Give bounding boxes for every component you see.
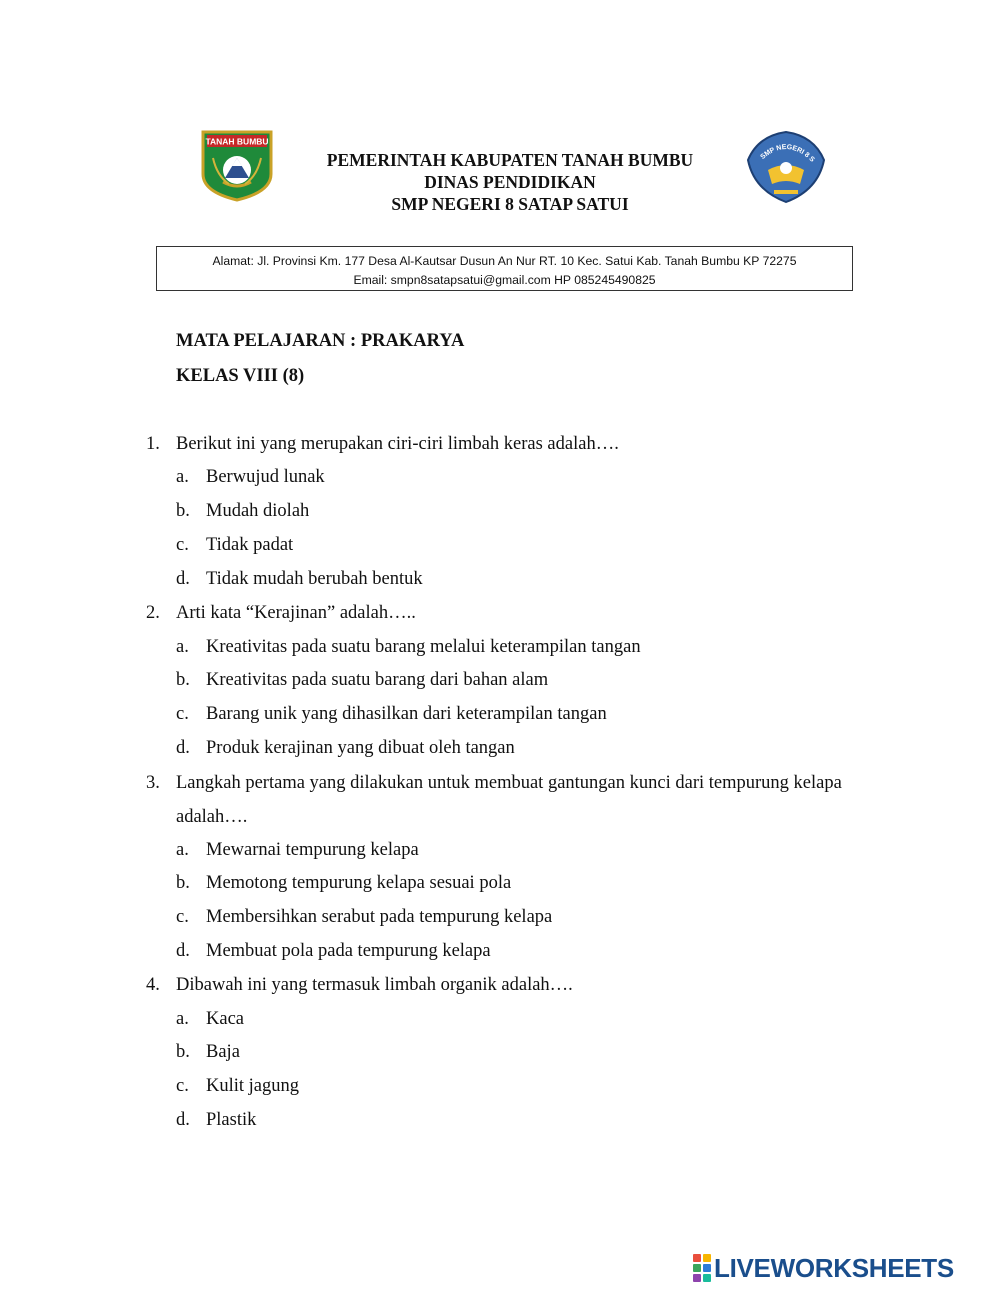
question-number: 1. xyxy=(146,434,160,454)
logo-right-text: SMP NEGERI 8 S xyxy=(759,143,816,164)
option-label: d. xyxy=(176,941,190,961)
option-label: c. xyxy=(176,907,189,927)
option-label: d. xyxy=(176,569,190,589)
option-label: d. xyxy=(176,738,190,758)
option-label: b. xyxy=(176,501,190,521)
option-text: Kreativitas pada suatu barang melalui keterampilan tangan xyxy=(206,637,641,657)
option-text: Tidak mudah berubah bentuk xyxy=(206,569,423,589)
option-text: Produk kerajinan yang dibuat oleh tangan xyxy=(206,738,515,758)
option-text: Mudah diolah xyxy=(206,501,310,521)
title-line-1: PEMERINTAH KABUPATEN TANAH BUMBU xyxy=(326,150,694,170)
option-text: Kulit jagung xyxy=(206,1076,300,1096)
option-text: Kaca xyxy=(206,1009,244,1029)
logo-left-text: TANAH BUMBU xyxy=(205,136,269,147)
option-label: b. xyxy=(176,670,190,690)
option-text: Plastik xyxy=(206,1110,257,1130)
subject-title: MATA PELAJARAN : PRAKARYA xyxy=(176,331,465,351)
option-text: Berwujud lunak xyxy=(206,467,325,487)
question-number: 4. xyxy=(146,975,160,995)
option-label: d. xyxy=(176,1110,190,1130)
option-label: c. xyxy=(176,1076,189,1096)
option-text: Barang unik yang dihasilkan dari keterampilan tangan xyxy=(206,704,607,724)
option-text: Tidak padat xyxy=(206,535,294,555)
institution-title xyxy=(290,149,730,215)
tanah-bumbu-logo xyxy=(199,128,275,202)
contact-line: Email: smpn8satapsatui@gmail.com HP 085245490825 xyxy=(353,273,656,287)
title-line-3: SMP NEGERI 8 SATAP SATUI xyxy=(391,194,629,214)
class-title: KELAS VIII (8) xyxy=(176,366,305,386)
brand-text: LIVEWORKSHEETS xyxy=(714,1252,954,1283)
option-label: a. xyxy=(176,1009,189,1029)
option-text: Membersihkan serabut pada tempurung kelapa xyxy=(206,907,553,927)
question-text: Arti kata “Kerajinan” adalah….. xyxy=(176,603,416,623)
option-text: Membuat pola pada tempurung kelapa xyxy=(206,941,491,961)
question-number: 2. xyxy=(146,603,160,623)
question-text: Dibawah ini yang termasuk limbah organik adalah…. xyxy=(176,975,573,995)
option-text: Kreativitas pada suatu barang dari bahan alam xyxy=(206,670,549,690)
option-label: c. xyxy=(176,535,189,555)
option-label: b. xyxy=(176,873,190,893)
option-label: a. xyxy=(176,840,189,860)
option-label: b. xyxy=(176,1042,190,1062)
school-logo xyxy=(744,130,828,204)
question-text: Langkah pertama yang dilakukan untuk membuat gantungan kunci dari tempurung kelapa adalah…. xyxy=(176,773,842,827)
option-label: a. xyxy=(176,467,189,487)
address-box xyxy=(156,246,853,291)
title-line-2: DINAS PENDIDIKAN xyxy=(424,172,596,192)
question-number: 3. xyxy=(146,773,160,793)
liveworksheets-brand[interactable] xyxy=(693,1251,954,1285)
option-text: Memotong tempurung kelapa sesuai pola xyxy=(206,873,512,893)
brand-blocks-icon xyxy=(693,1254,711,1282)
option-text: Baja xyxy=(206,1042,240,1062)
option-label: a. xyxy=(176,637,189,657)
option-text: Mewarnai tempurung kelapa xyxy=(206,840,419,860)
question-text: Berikut ini yang merupakan ciri-ciri limbah keras adalah…. xyxy=(176,434,619,454)
option-label: c. xyxy=(176,704,189,724)
address-line: Alamat: Jl. Provinsi Km. 177 Desa Al-Kautsar Dusun An Nur RT. 10 Kec. Satui Kab. Tanah Bumbu KP 72275 xyxy=(212,254,797,268)
